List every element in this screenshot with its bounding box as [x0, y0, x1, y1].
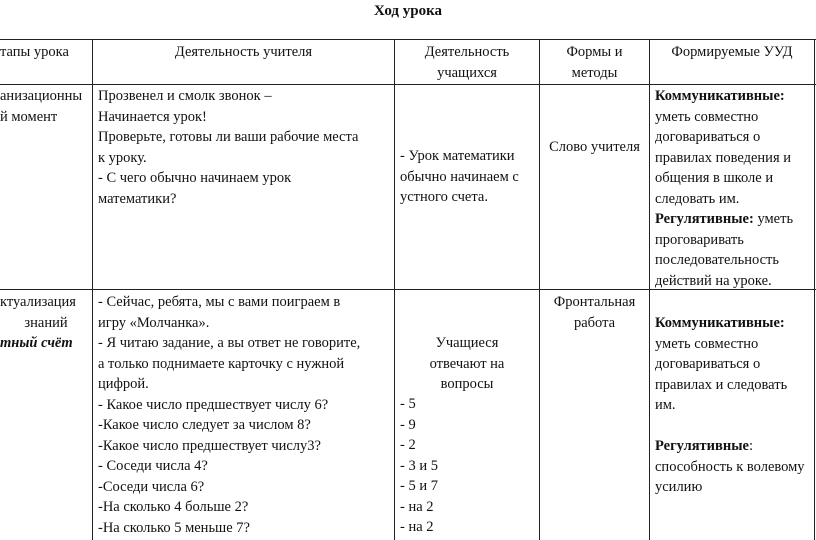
text-line: - Сейчас, ребята, мы с вами поиграем в [98, 294, 341, 310]
table-border-col [539, 39, 540, 540]
text-line: им. [655, 397, 676, 413]
answer-line: - 5 [400, 396, 416, 412]
row2-stage: ктуализация знаний тный счёт [0, 294, 76, 351]
text-line: цифрой. [98, 376, 149, 392]
text-line: общения в школе и [655, 170, 774, 186]
answer-line: - 5 и 7 [400, 478, 438, 494]
text-line: Начинается урок! [98, 108, 207, 125]
row2-forms: Фронтальная работа [553, 294, 636, 331]
text-line: правилах поведения и [655, 149, 792, 166]
text-line: -На сколько 4 больше 2? [98, 499, 249, 515]
answer-line: - 2 [400, 437, 416, 453]
header-stages: тапы урока [0, 44, 69, 60]
text-line: - Я читаю задание, а вы ответ не говорите, [98, 335, 361, 351]
uud-reg-label: Регулятивные: [655, 211, 754, 227]
text-line: игру «Молчанка». [98, 314, 210, 331]
text-line: обычно начинаем с [400, 168, 519, 185]
header-uud: Формируемые УУД [671, 44, 793, 60]
uud-reg-label: Регулятивные [655, 438, 749, 454]
row2-teacher [98, 292, 392, 538]
text-line: - Соседи числа 4? [98, 458, 208, 474]
text-line: -Какое число следует за числом 8? [98, 417, 311, 433]
text-line: а только поднимаете карточку с нужной [98, 355, 345, 372]
text-line: устного счета. [400, 189, 488, 205]
row2-uud [655, 313, 813, 498]
row1-students [400, 146, 538, 208]
row1-teacher [98, 86, 392, 209]
answer-line: - 3 и 5 [400, 457, 438, 474]
row1-uud [655, 86, 813, 291]
table-border-col [92, 39, 93, 540]
text-line: уметь совместно [655, 108, 759, 125]
answer-line: - на 2 [400, 498, 434, 515]
spacer [655, 416, 813, 437]
text-line: математики? [98, 190, 177, 207]
row1-forms: Слово учителя [549, 139, 640, 155]
text-line: способность к волевому [655, 458, 805, 475]
text-line: -Соседи числа 6? [98, 478, 205, 495]
header-forms: Формы и методы [566, 44, 623, 81]
uud-comm-label: Коммуникативные: [655, 88, 785, 104]
answer-line: - на 2 [400, 519, 434, 535]
table-border-top [0, 39, 816, 40]
text-line: последовательность [655, 252, 780, 268]
text-line: правилах и следовать [655, 376, 788, 393]
text-line: - Урок математики [400, 148, 515, 164]
uud-reg-line: Регулятивные: [655, 438, 754, 454]
text-line: действий на уроке. [655, 272, 772, 289]
table-border-col [814, 39, 815, 540]
table-border-col [649, 39, 650, 540]
text-line: Прозвенел и смолк звонок – [98, 88, 272, 104]
text-line: -Какое число предшествует числу3? [98, 437, 321, 454]
row2-students-answers [400, 394, 538, 538]
text-line: договариваться о [655, 129, 761, 145]
uud-reg-line: Регулятивные: уметь [655, 211, 794, 227]
text-line: следовать им. [655, 190, 740, 207]
text-line: Проверьте, готовы ли ваши рабочие места [98, 129, 359, 145]
uud-comm-label: Коммуникативные: [655, 315, 785, 331]
text-line: к уроку. [98, 149, 147, 166]
header-teacher: Деятельность учителя [174, 44, 313, 60]
table-border-header [0, 84, 816, 85]
header-students: Деятельность учащихся [424, 44, 510, 81]
text-line: - Какое число предшествует числу 6? [98, 396, 329, 413]
text-line: -На сколько 5 меньше 7? [98, 519, 250, 536]
answer-line: - 9 [400, 416, 416, 433]
text-line: уметь совместно [655, 335, 759, 352]
text-line: усилию [655, 479, 703, 495]
text-line: - С чего обычно начинаем урок [98, 170, 292, 186]
table-border-col [394, 39, 395, 540]
text-line: проговаривать [655, 231, 744, 248]
row2-students-head: Учащиеся отвечают на вопросы [429, 335, 505, 392]
row1-stage: анизационны й момент [0, 88, 83, 125]
text-line: договариваться о [655, 356, 761, 372]
page-title: Ход урока [373, 3, 443, 19]
